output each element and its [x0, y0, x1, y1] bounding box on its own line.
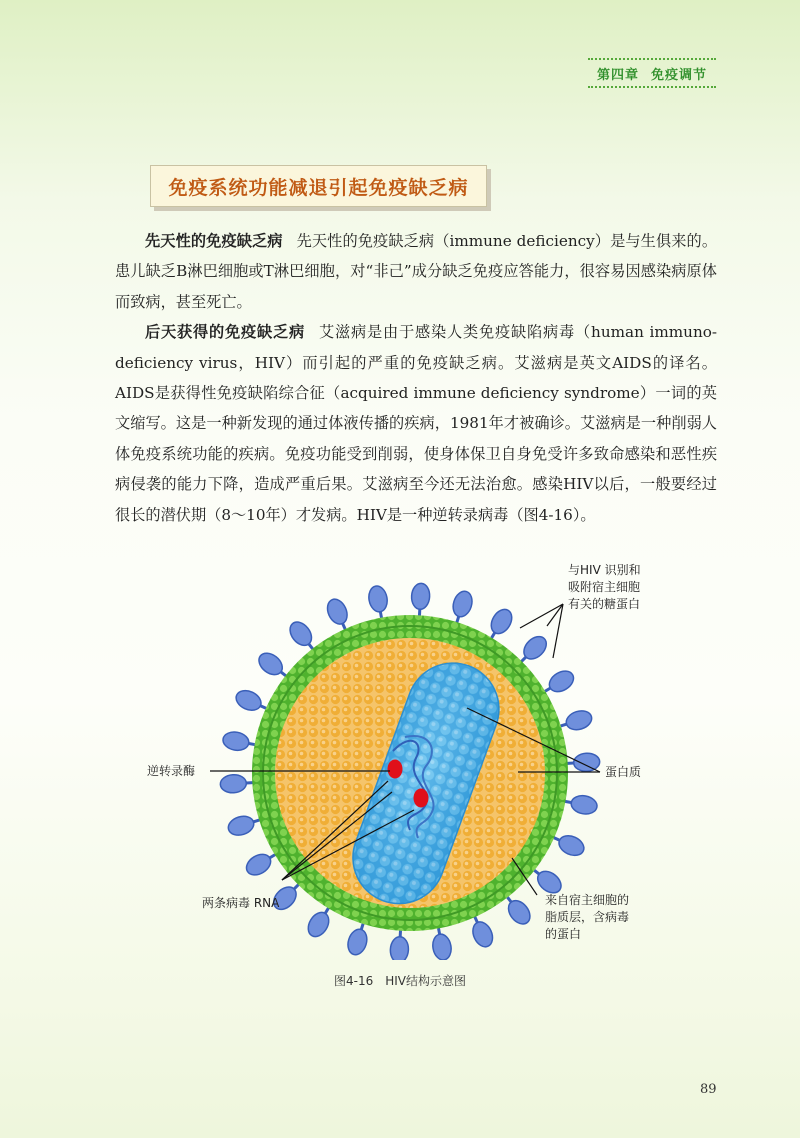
section-title: 免疫系统功能减退引起免疫缺乏病 — [150, 165, 487, 207]
caption-number: 图4-16 — [333, 974, 374, 988]
chapter-label: 第四章 — [596, 67, 639, 83]
hiv-figure — [0, 540, 800, 960]
glycoprotein-head — [324, 596, 351, 627]
glycoprotein-head — [546, 667, 578, 696]
term-acquired: 后天获得的免疫缺乏病 — [145, 323, 306, 342]
glycoprotein-head — [570, 794, 599, 816]
glycoprotein-head — [564, 708, 594, 733]
glycoprotein-head — [243, 850, 275, 879]
glycoprotein-head — [221, 730, 250, 752]
hiv-diagram — [0, 540, 800, 960]
glycoprotein-head — [304, 909, 333, 941]
caption-text: HIV结构示意图 — [385, 974, 467, 988]
glycoprotein-head — [233, 687, 264, 714]
reverse-transcriptase-2 — [414, 789, 429, 808]
paragraph-congenital — [115, 226, 717, 317]
glycoprotein-head — [255, 649, 287, 679]
paragraph-acquired — [115, 317, 717, 530]
glycoprotein-head — [286, 618, 316, 650]
glycoprotein-head — [573, 752, 600, 772]
chapter-header — [588, 58, 716, 88]
page-number: 89 — [700, 1082, 717, 1097]
glycoprotein-head — [450, 589, 475, 619]
term-congenital: 先天性的免疫缺乏病 — [145, 232, 283, 250]
glycoprotein-head — [390, 936, 410, 960]
label-viral-rna: 两条病毒 RNA — [202, 896, 280, 910]
glycoprotein-head — [469, 919, 496, 950]
label-reverse-transcriptase: 逆转录酶 — [147, 764, 196, 778]
glycoprotein-head — [431, 933, 453, 960]
label-protein: 蛋白质 — [605, 765, 642, 779]
chapter-title: 免疫调节 — [651, 67, 708, 83]
label-lipid-layer: 来自宿主细胞的 脂质层，含病毒 的蛋白 — [545, 893, 630, 941]
paragraph-acquired-text: 艾滋病是由于感染人类免疫缺陷病毒（human immuno-deficiency virus，HIV）而引起的严重的免疫缺乏病。艾滋病是英文AIDS的译名。AIDS是获得性免疫缺陷综合征（acquired immune deficiency syndrome）一词的英文缩写。这是一种新发现的通过体液传播的疾病，1981年才被确诊。艾滋病是一种削弱人体免疫系统功能的疾病。免疫功能受到削弱，使身体保卫自身免受许多致命感染和恶性疾病侵袭的能力下降，造成严重后果。艾滋病至今还无法治愈。感染HIV以后，一般要经过很长的潜伏期（8～10年）才发病。HIV是一种逆转录病毒（图4-16）。 — [115, 323, 718, 524]
paragraph-congenital-text: 先天性的免疫缺乏病（immune deficiency）是与生俱来的。患儿缺乏B淋巴细胞或T淋巴细胞，对“非己”成分缺乏免疫应答能力，很容易因感染病原体而致病，甚至死亡。 — [115, 232, 718, 311]
glycoprotein-head — [556, 832, 587, 859]
label-glycoprotein: 与HIV 识别和 吸附宿主细胞 有关的糖蛋白 — [568, 563, 641, 611]
glycoprotein-head — [345, 927, 370, 957]
reverse-transcriptase-1 — [388, 760, 403, 779]
glycoprotein-head — [226, 813, 256, 838]
glycoprotein-head — [487, 606, 516, 638]
figure-caption — [0, 972, 800, 989]
glycoprotein-head — [411, 583, 431, 610]
glycoprotein-head — [220, 774, 247, 794]
glycoprotein-head — [504, 897, 534, 929]
glycoprotein-head — [367, 585, 389, 614]
body-text — [115, 226, 717, 530]
